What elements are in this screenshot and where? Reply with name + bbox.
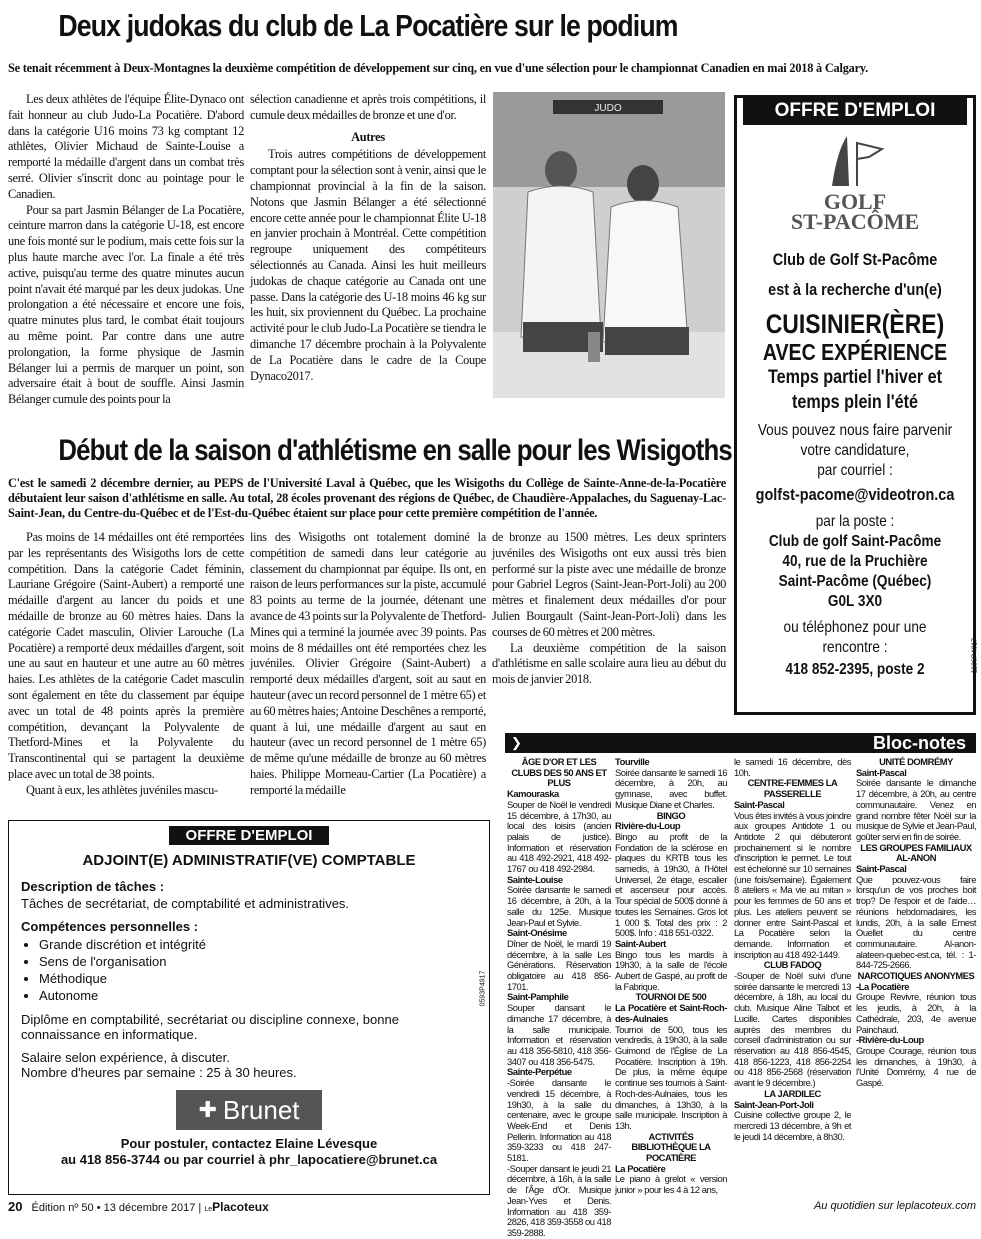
golf-job-ad — [734, 95, 976, 715]
ad-line: Vous pouvez nous faire parvenir — [757, 422, 953, 439]
event-text: Soirée dansante le samedi 16 décembre, à 20h, au gymnase, avec buffet. Musique Diane et Charles. — [615, 766, 727, 810]
paragraph: Pas moins de 14 médailles ont été remportées par les représentants des Wisigoths lors de cette compétition. Dans la catégorie Cadet féminin, Lauriane Grégoire (Saint-Aubert) a remporté une médaille d'argent au lancer du poids et une médaille de bronze au 60 mètres haies. Dans la catégorie Cadet masculin, Olivier Larouche (La Pocatière) a remporté deux médailles d'argent, soit une au saut en hauteur et une autre au 60 mètres haies. Les athlètes de la catégorie Cadet masculin sont également en tête du classement par équipe avec un total de 48 points après la première compétition, devançant la Polyvalente de Thetford-Mines et la Polyvalente du Transcontinental qui se partagent la deuxième place avec un total de 38 points. — [8, 530, 244, 781]
ad-line: temps plein l'été — [792, 392, 918, 413]
ad-header: OFFRE D'EMPLOI — [169, 826, 329, 845]
ad-header: OFFRE D'EMPLOI — [743, 97, 967, 125]
article1-lead: Se tenait récemment à Deux-Montagnes la deuxième compétition de développement sur cinq, en vue d'une sélection pour le championnat Canadien en mai 2018 à Calgary. — [8, 61, 869, 75]
event-text: Le piano à grelot « version junior » pour les 4 à 12 ans, — [615, 1173, 727, 1196]
job-subtitle: AVEC EXPÉRIENCE — [762, 339, 948, 365]
section-heading: NARCOTIQUES ANONYMES — [857, 970, 975, 982]
location-label: Saint-Pascal — [734, 798, 785, 810]
cross-icon: ✚ — [198, 1097, 217, 1122]
brand-le: Le — [204, 1206, 213, 1213]
ad-line: votre candidature, — [800, 442, 910, 459]
event-text: Soirée dansante le samedi 16 décembre, à 20h, à la salle du 125e. Musique Jean-Paul et Sylvie. — [507, 884, 611, 928]
event-text: Vous êtes invités à vous joindre aux groupes Antidote 1 ou Antidote 2 qui débuteront prochainement si le nombre d'inscription le permet. Le tout est échelonné sur 10 semaines (une fois/semaine). Également 8 ateliers « Ma vie au mitan » pour les femmes de 50 ans et plus. Les ateliers peuvent se donner entre Saint-Pascal et La Pocatière selon la demande. Information et inscription au 418 492-1449. — [734, 809, 851, 960]
location-label: Sainte-Louise — [507, 873, 563, 885]
ad-phone: 418 852-2395, poste 2 — [785, 661, 925, 678]
location-label: Rivière-du-Loup — [615, 820, 681, 832]
section-heading: CLUB FADOQ — [763, 959, 822, 971]
article1-col1 — [8, 92, 244, 408]
event-text: Tournoi de 500, tous les vendredis, à 19h30, à la salle Guimond de l'Église de La Pocatière. Inscription à 19h. De plus, la même équipe continue ses tournois à Saint-Roch-des-Aulnaies, tous les dimanches, à 13h30, à la salle municipale. Inscription à 13h. — [615, 1023, 727, 1131]
ad-line: est à la recherche d'un(e) — [768, 280, 942, 299]
photo-banner: JUDO — [594, 103, 622, 114]
paragraph: Les deux athlètes de l'équipe Élite-Dynaco ont fait honneur au club Judo-La Pocatière. D'abord dans la catégorie U16 moins 73 kg comptant 12 athlètes, Olivier Michaud de Sainte-Louise a remporté la médaille d'argent dans un combat très serré. Olivier s'inscrit donc au pointage pour le Canadien. — [8, 92, 244, 201]
brunet-logo — [176, 1090, 322, 1130]
paragraph: Quant à eux, les athlètes juvéniles mascu- — [26, 782, 218, 797]
paragraph: La deuxième compétition de la saison d'athlétisme en salle scolaire aura lieu au début du mois de janvier 2018. — [492, 640, 726, 687]
location-label: -Rivière-du-Loup — [856, 1034, 924, 1046]
location-label: La Pocatière et Saint-Roch-des-Aulnaies — [615, 1002, 727, 1024]
logo-text: Brunet — [222, 1095, 300, 1125]
section-heading: CENTRE-FEMMES LA PASSERELLE — [747, 777, 838, 800]
hours-text: Nombre d'heures par semaine : 25 à 30 heures. — [21, 1065, 297, 1080]
page-number: 20 — [8, 1199, 23, 1214]
article2-col1 — [8, 530, 244, 799]
section-heading: BINGO — [656, 809, 686, 821]
skills-list — [39, 936, 477, 1004]
website-text: Au quotidien sur leplacoteux.com — [813, 1200, 976, 1212]
event-text: Groupe Revivre, réunion tous les jeudis, à 20h, à la Cathédrale, 203, 4e avenue Painchaud. — [856, 991, 976, 1035]
event-text: Groupe Courage, réunion tous les dimanches, à 19h30, à l'Unité Domrémy, 4 rue de Gaspé. — [856, 1044, 976, 1089]
bloc-notes-col — [615, 757, 727, 1196]
ad-line: Club de golf Saint-Pacôme — [768, 533, 942, 550]
section-heading: TOURNOI DE 500 — [635, 991, 707, 1003]
location-label: Sainte-Perpétue — [507, 1066, 572, 1078]
event-text: Souper dansant le dimanche 17 décembre, à la salle municipale. Information et réservation au 418 356-5810, 418 356-3407 ou 418 356-5475. — [507, 1002, 611, 1067]
section-heading: ACTIVITÉS BIBLIOTHÈQUE LA POCATIÈRE — [631, 1130, 711, 1164]
location-label: La Pocatière — [615, 1162, 666, 1174]
event-text: Dîner de Noël, le mardi 19 décembre, à la salle Les Générations. Réservation obligatoire au 418 856-1701. — [507, 937, 611, 992]
article2-col3 — [492, 530, 726, 688]
skill-item: • Autonome — [39, 987, 477, 1004]
article2-title: Début de la saison d'athlétisme en salle pour les Wisigoths — [58, 434, 732, 467]
skill-item: • Méthodique — [39, 970, 477, 987]
ad-line: Temps partiel l'hiver et — [767, 367, 943, 388]
ad-email: golfst-pacome@videotron.ca — [755, 485, 955, 504]
ad-line: par la poste : — [815, 513, 895, 530]
location-label: Saint-Aubert — [615, 937, 666, 949]
bloc-notes-col — [856, 757, 976, 1089]
paragraph: lins des Wisigoths ont totalement dominé la compétition de samedi dans leur catégorie au classement du championnat par équipe. Ils ont, en raison de leurs performances sur la piste, accumulé 83 points au terme de la journée, détenant une avance de 43 points sur la Polyvalente de Thetford-Mines qui a terminé la journée avec 39 points. Pas moins de 8 médailles ont été remportées chez les juvéniles. Olivier Grégoire (Saint-Aubert) a remporté deux médailles d'argent, soit au saut en hauteur (avec un record personnel de 1 mètre 65) et au 60 mètres haies; Antoine Deschênes a remporté, quant à lui, une médaille d'argent au saut en hauteur (avec un record personnel de 1 mètre 65) de même qu'une médaille de bronze au 60 mètres haies. Philippe Morneau-Cartier (La Pocatière) a remporté la médaille — [250, 530, 486, 797]
ad-line: 40, rue de la Pruchière — [782, 553, 928, 570]
ad-line: Club de Golf St-Pacôme — [772, 250, 938, 269]
event-text: Bingo au profit de la Fondation de la sclérose en plaques du KRTB tous les samedis, à 19h30, à l'Hôtel Universel, 2e étage, escalier et ascenseur pour accès. Tour spécial de 500$ donné à toutes les Semaines. Gros lot 1 000 $. Total des prix : 2 500$. Info : 418 551-0322. — [615, 830, 727, 939]
event-text: -Souper dansant le jeudi 21 décembre, à 16h, à la salle de l'Âge d'Or. Musique Jean-Yves et Denis. Information au 418 359-2826, 418 359-3558 ou 418 359-2888. — [507, 1162, 611, 1238]
brand-logo: Placoteux — [212, 1200, 269, 1214]
location-label: Saint-Pamphile — [507, 991, 569, 1003]
event-text: Cuisine collective groupe 2, le mercredi 13 décembre, à 9h et le jeudi 14 décembre, à 8h30. — [734, 1109, 851, 1142]
section-heading: LA JARDILEC — [764, 1087, 821, 1099]
event-text: Bingo tous les mardis à 19h30, à la salle de l'école Aubert de Gaspé, au profit de la Fabrique. — [615, 948, 727, 992]
logo-text: ST-PACÔME — [790, 209, 920, 234]
event-text: Souper de Noël le vendredi 15 décembre, à 17h30, au local des loisirs (ancien palais de justice). Information et réservation au 418 492-2921, 418 492-1767 ou 418 492-2984. — [507, 798, 611, 875]
article1-col2 — [250, 92, 486, 384]
ad-line: G0L 3X0 — [827, 593, 883, 610]
event-text: le samedi 16 décembre, dès 10h. — [734, 756, 851, 778]
desc-label: Description de tâches : — [21, 879, 165, 894]
paragraph: de bronze au 1500 mètres. Les deux sprinters juvéniles des Wisigoths ont eux aussi très bien performé sur la piste avec une médaille de bronze pour Gabriel Legros (Saint-Jean-Port-Joli) au 200 mètres et finalement deux médailles d'or pour Julien Bourgault (Saint-Jean-Port-Joli) dans les courses de 60 mètres et 200 mètres. — [492, 530, 726, 639]
event-text: -Soirée dansante le vendredi 15 décembre, à 19h30, à la salle du centenaire, avec le groupe Week-End et Denis Pellerin. Information au 418 359-3233 ou 418 247-5181. — [507, 1077, 611, 1164]
subheading: Autres — [351, 129, 385, 144]
bloc-notes-col — [507, 757, 611, 1239]
paragraph: Trois autres compétitions de développement comptant pour la sélection sont à venir, ainsi que le championnat provincial à la fin de la saison. Notons que Jasmin Bélanger a été sélectionné encore cette année pour le championnat Élite U-18 en janvier prochain à Montréal. Cette compétition regroupe uniquement des compétiteurs sélectionnés au Canada. Ainsi les huit meilleurs judokas de chaque catégorie au Canada ont une passe. Dans la catégorie des U-18 moins 46 kg sur les huit, six proviennent du Québec. La prochaine activité pour le club Judo-La Pocatière se tiendra le dimanche 17 décembre prochain à la Polyvalente de La Pocatière dans le cadre de la Coupe Dynaco2017. — [250, 147, 486, 383]
location-label: Saint-Onésime — [507, 927, 567, 939]
event-text: Que pouvez-vous faire lorsqu'un de vos proches boit trop? De l'espoir et de l'aide… réunions hebdomadaires, les lundis, 20h, à la salle Ernest Ouellet du centre communautaire. Al-anon-alateen-quebec-est.ca, tél. : 1-844-725-2666. — [856, 873, 976, 971]
ad-line: rencontre : — [822, 639, 888, 656]
golf-flag-icon — [737, 131, 973, 187]
bloc-notes-header — [505, 733, 976, 753]
edition-info: Édition nº 50 • 13 décembre 2017 | — [31, 1202, 202, 1214]
judo-photo — [493, 92, 725, 398]
salary-text: Salaire selon expérience, à discuter. — [21, 1050, 230, 1065]
location-label: Tourville — [615, 756, 650, 767]
arrow-icon: ❯ — [511, 735, 522, 750]
skill-item: • Grande discrétion et intégrité — [39, 936, 477, 953]
page-footer — [8, 1199, 976, 1214]
brunet-job-ad — [8, 820, 490, 1195]
ad-code: 1186P4817 — [971, 638, 978, 674]
skill-item: • Sens de l'organisation — [39, 953, 477, 970]
article2-lead: C'est le samedi 2 décembre dernier, au PEPS de l'Université Laval à Québec, que les Wisigoths du Collège de Sainte-Anne-de-la-Pocatière débutaient leur saison d'athlétisme en salle. Au total, 28 écoles provenant des régions de Québec, de Chaudière-Appalaches, du Saguenay-Lac-Saint-Jean, du Centre-du-Québec et de l'Est-du-Québec étaient sur place pour cette première compétition de l'année. — [8, 476, 726, 520]
paragraph: sélection canadienne et après trois compétitions, il cumule deux médailles de bronze et une d'or. — [250, 92, 486, 122]
apply-contact: au 418 856-3744 ou par courriel à phr_lapocatiere@brunet.ca — [60, 1152, 438, 1167]
logo-text: GOLF — [823, 189, 887, 214]
section-heading: ÂGE D'OR ET LES CLUBS DES 50 ANS ET PLUS — [511, 756, 607, 789]
article2-col2 — [250, 530, 486, 799]
section-heading: UNITÉ DOMRÉMY — [879, 756, 953, 767]
event-text: -Souper de Noël suivi d'une soirée dansante le mercredi 13 décembre, à 18h, au local du club. Musique Aline Talbot et Lucille. Cartes disponibles auprès des membres du conseil d'administration ou sur réservation au 418 856-4545, 418 856-1223, 418 856-2254 ou 418 856-2568 (réservation avant le 9 décembre.) — [734, 970, 851, 1089]
paragraph: Pour sa part Jasmin Bélanger de La Pocatière, ceinture marron dans la catégorie U-18, est encore une fois monté sur le podium, mais cette fois sur la plus haute marche avec l'or. La finale a été très active, puisqu'au terme des quatre minutes aucun point n'avait été marqué par les deux judokas. Une prolongation a été nécessaire et encore une fois, quatre minutes plus tard, le combat était toujours au même point. Par contre dans une autre prolongation, la forme physique de Jasmin Bélanger lui a permis de marquer un point, son adversaire était à bout de souffle. Ainsi Jasmin Bélanger cumule des points pour la — [8, 202, 244, 407]
location-label: Saint-Jean-Port-Joli — [734, 1098, 814, 1110]
golf-logo — [737, 131, 973, 234]
location-label: Saint-Pascal — [856, 863, 907, 875]
skills-label: Compétences personnelles : — [21, 919, 198, 934]
ad-code: 0593P4917 — [479, 970, 487, 1007]
ad-line: ou téléphonez pour une — [783, 619, 927, 636]
desc-text: Tâches de secrétariat, de comptabilité et administratives. — [21, 896, 350, 911]
apply-text: Pour postuler, contactez Elaine Lévesque — [120, 1136, 378, 1151]
job-title: CUISINIER(ÈRE) — [765, 309, 945, 339]
bloc-notes-col — [734, 757, 851, 1142]
bloc-notes-title: Bloc-notes — [872, 733, 966, 753]
section-heading: LES GROUPES FAMILIAUX AL-ANON — [860, 841, 972, 864]
job-title: ADJOINT(E) ADMINISTRATIF(VE) COMPTABLE — [82, 852, 416, 869]
diploma-text: Diplôme en comptabilité, secrétariat ou discipline connexe, bonne connaissance en informatique. — [21, 1012, 399, 1042]
article1-title: Deux judokas du club de La Pocatière sur le podium — [58, 8, 678, 43]
ad-line: Saint-Pacôme (Québec) — [778, 573, 932, 590]
location-label: Saint-Pascal — [856, 766, 907, 778]
location-label: Kamouraska — [507, 788, 559, 800]
event-text: Soirée dansante le dimanche 17 décembre, à 20h, au centre communautaire. Venez en grand nombre fêter Noël sur la musique de Sylvie et Jean-Paul, goûter servi en fin de soirée. — [856, 777, 976, 842]
location-label: -La Pocatière — [856, 980, 910, 992]
ad-line: par courriel : — [817, 462, 893, 479]
